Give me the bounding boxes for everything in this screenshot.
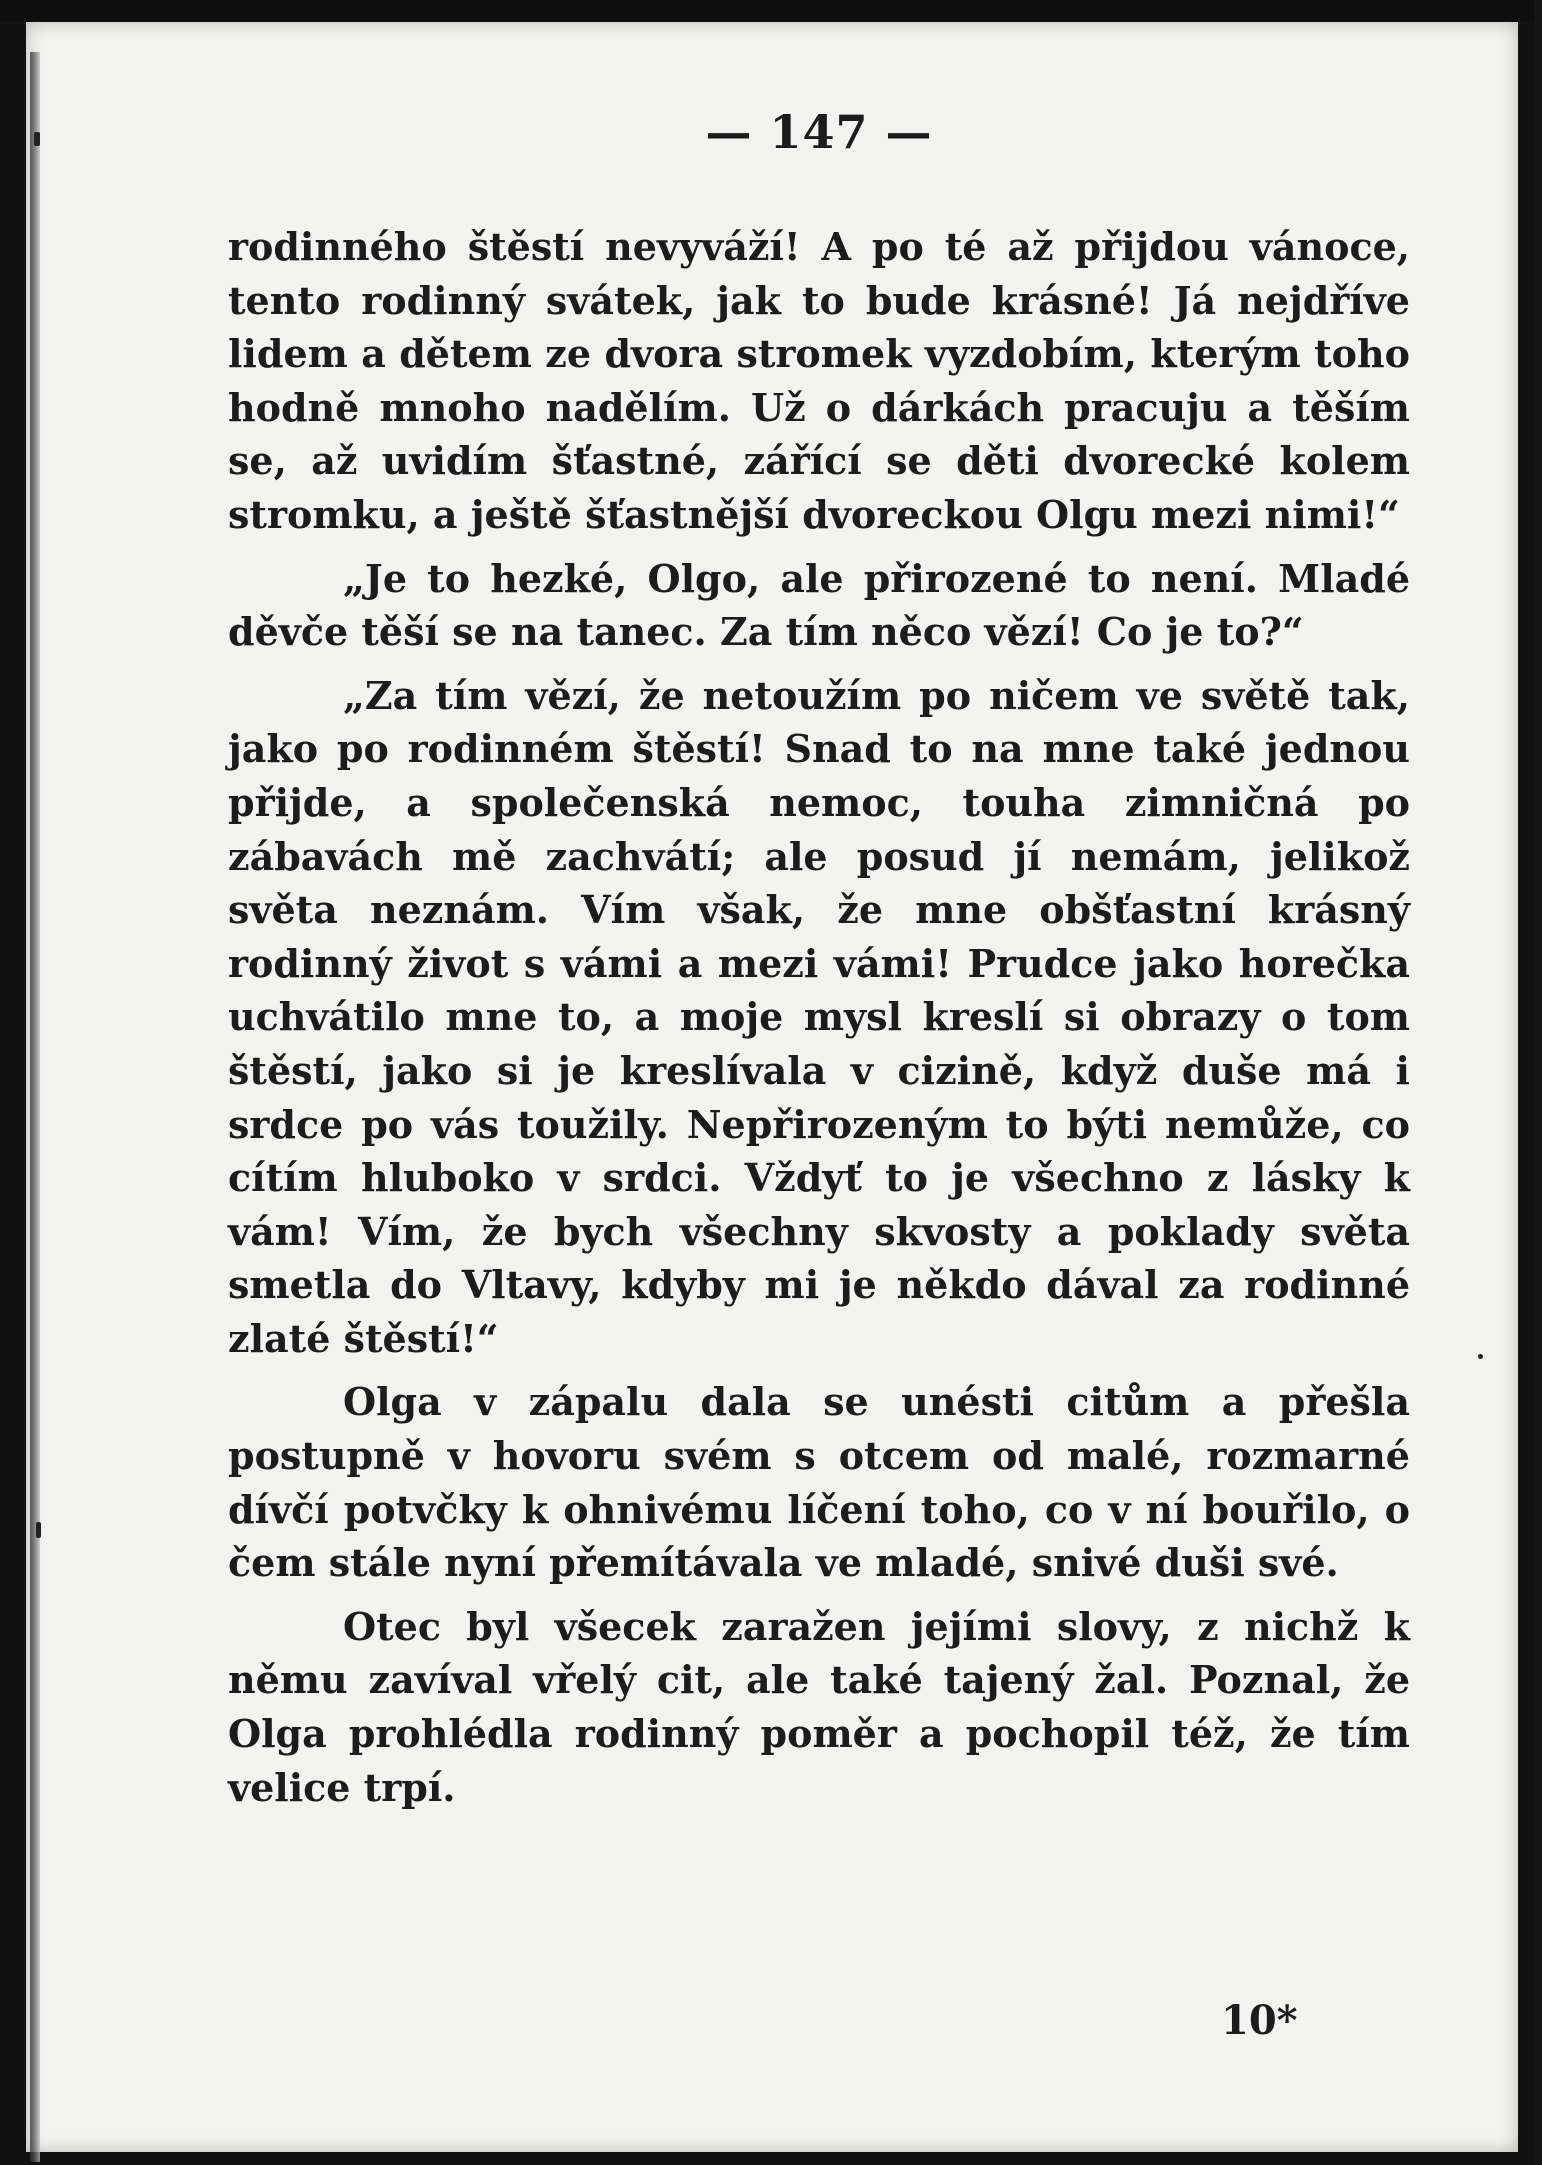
signature-mark: 10* bbox=[1221, 1997, 1298, 2044]
page-content bbox=[228, 220, 1410, 1824]
page-left-edge bbox=[30, 52, 40, 2162]
scan-speck bbox=[1478, 1354, 1483, 1359]
scan-right-edge bbox=[1534, 0, 1542, 2165]
paragraph: rodinného štěstí nevyváží! A po té až přijdou vánoce, tento rodinný svátek, jak to bude krásné! Já nejdříve lidem a dětem ze dvora stromek vyzdobím, kterým toho hodně mnoho nadělím. Už o dárkách pracuju a těším se, až uvidím šťastné, zářící se děti dvorecké kolem stromku, a ještě šťastnější dvoreckou Olgu mezi nimi!“ bbox=[228, 224, 1410, 537]
paragraph: Otec byl všecek zaražen jejími slovy, z nichž k němu zavíval vřelý cit, ale také tajený žal. Poznal, že Olga prohlédla rodinný poměr a pochopil též, že tím velice trpí. bbox=[228, 1603, 1410, 1810]
paragraph: „Je to hezké, Olgo, ale přirozené to není. Mladé děvče těší se na tanec. Za tím něco vězí! Co je to?“ bbox=[228, 555, 1410, 655]
paragraph: „Za tím vězí, že netoužím po ničem ve světě tak, jako po rodinném štěstí! Snad to na mne také jednou přijde, a společenská nemoc, touha zimničná po zábavách mě zachvátí; ale posud jí nemám, jelikož světa neznám. Vím však, že mne obšťastní krásný rodinný život s vámi a mezi vámi! Prudce jako horečka uchvátilo mne to, a moje mysl kreslí si obrazy o tom štěstí, jako si je kreslívala v cizině, když duše má i srdce po vás toužily. Nepřirozeným to býti nemůže, co cítím hluboko v srdci. Vždyť to je všechno z lásky k vám! Vím, že bych všechny skvosty a poklady světa smetla do Vltavy, kdyby mi je někdo dával za rodinné zlaté štěstí!“ bbox=[228, 672, 1410, 1361]
scan-top-edge bbox=[0, 0, 1542, 22]
paragraph: Olga v zápalu dala se unésti citům a přešla postupně v hovoru svém s otcem od malé, rozmarné dívčí potvčky k ohnivému líčení toho, co v ní bouřilo, o čem stále nyní přemítávala ve mladé, snivé duši své. bbox=[228, 1379, 1410, 1586]
page-number: — 147 — bbox=[705, 105, 933, 159]
book-page bbox=[26, 22, 1518, 2152]
scan-speck bbox=[34, 132, 40, 146]
scan-speck bbox=[36, 1522, 41, 1538]
